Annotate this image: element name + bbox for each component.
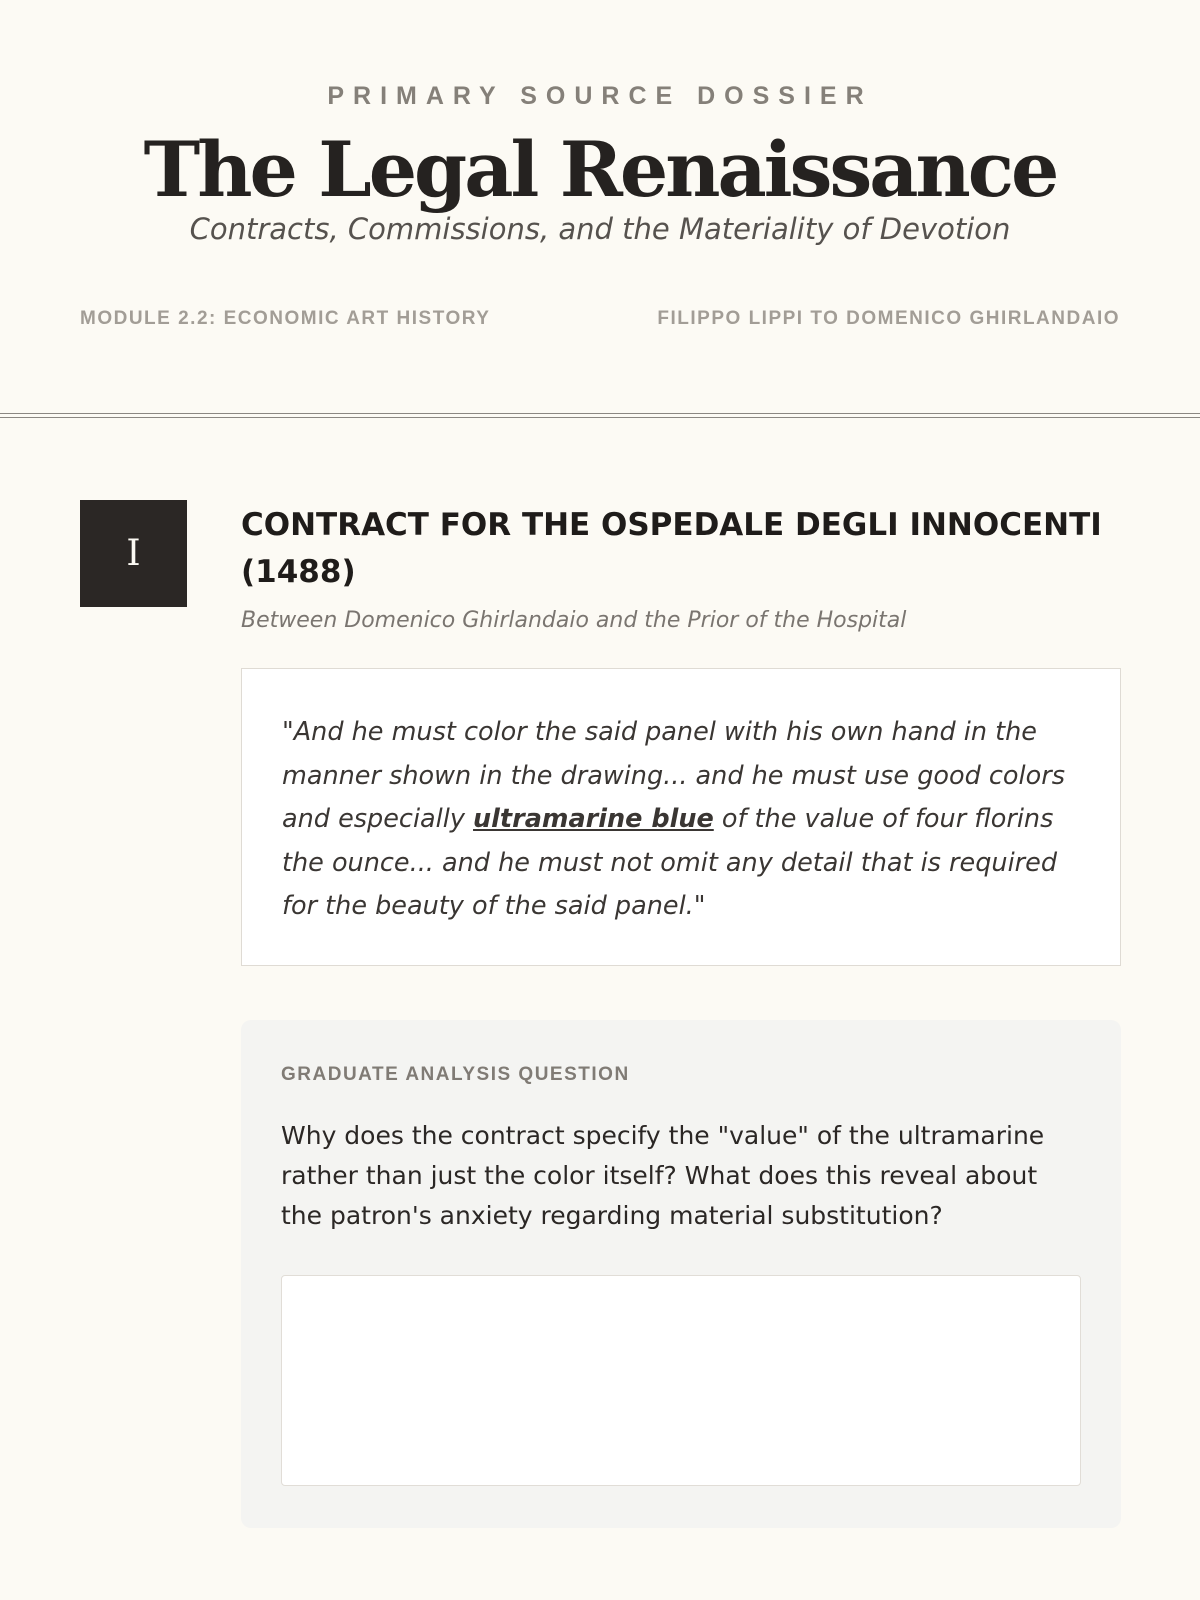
page-title: The Legal Renaissance — [143, 125, 1057, 214]
analysis-question-panel — [241, 1020, 1121, 1528]
eyebrow: PRIMARY SOURCE DOSSIER — [327, 82, 873, 110]
range-label: FILIPPO LIPPI TO DOMENICO GHIRLANDAIO — [657, 308, 1120, 329]
page-subtitle: Contracts, Commissions, and the Materiality of Devotion — [189, 212, 1011, 246]
section-title: CONTRACT FOR THE OSPEDALE DEGLI INNOCENTI (1488) — [241, 507, 1102, 590]
question-text: Why does the contract specify the "value" of the ultramarine rather than just the color itself? What does this reveal about the patron's anxiety regarding material substitution? — [281, 1121, 1045, 1230]
section-numeral: I — [80, 500, 187, 607]
question-label: GRADUATE ANALYSIS QUESTION — [281, 1064, 630, 1085]
quote-block — [241, 668, 1121, 966]
quote-highlight: ultramarine blue — [473, 804, 714, 834]
quote-text: "And he must color the said panel with his own hand in the manner shown in the drawing... and he must use good colors and especially — [282, 717, 1065, 834]
divider — [0, 413, 1200, 418]
answer-field[interactable] — [281, 1275, 1081, 1486]
quote-text-end: of the value of four florins the ounce... and he must not omit any detail that is required for the beauty of the said panel." — [282, 804, 1058, 921]
module-label: MODULE 2.2: ECONOMIC ART HISTORY — [80, 308, 491, 329]
section-subtitle: Between Domenico Ghirlandaio and the Prior of the Hospital — [241, 608, 907, 633]
